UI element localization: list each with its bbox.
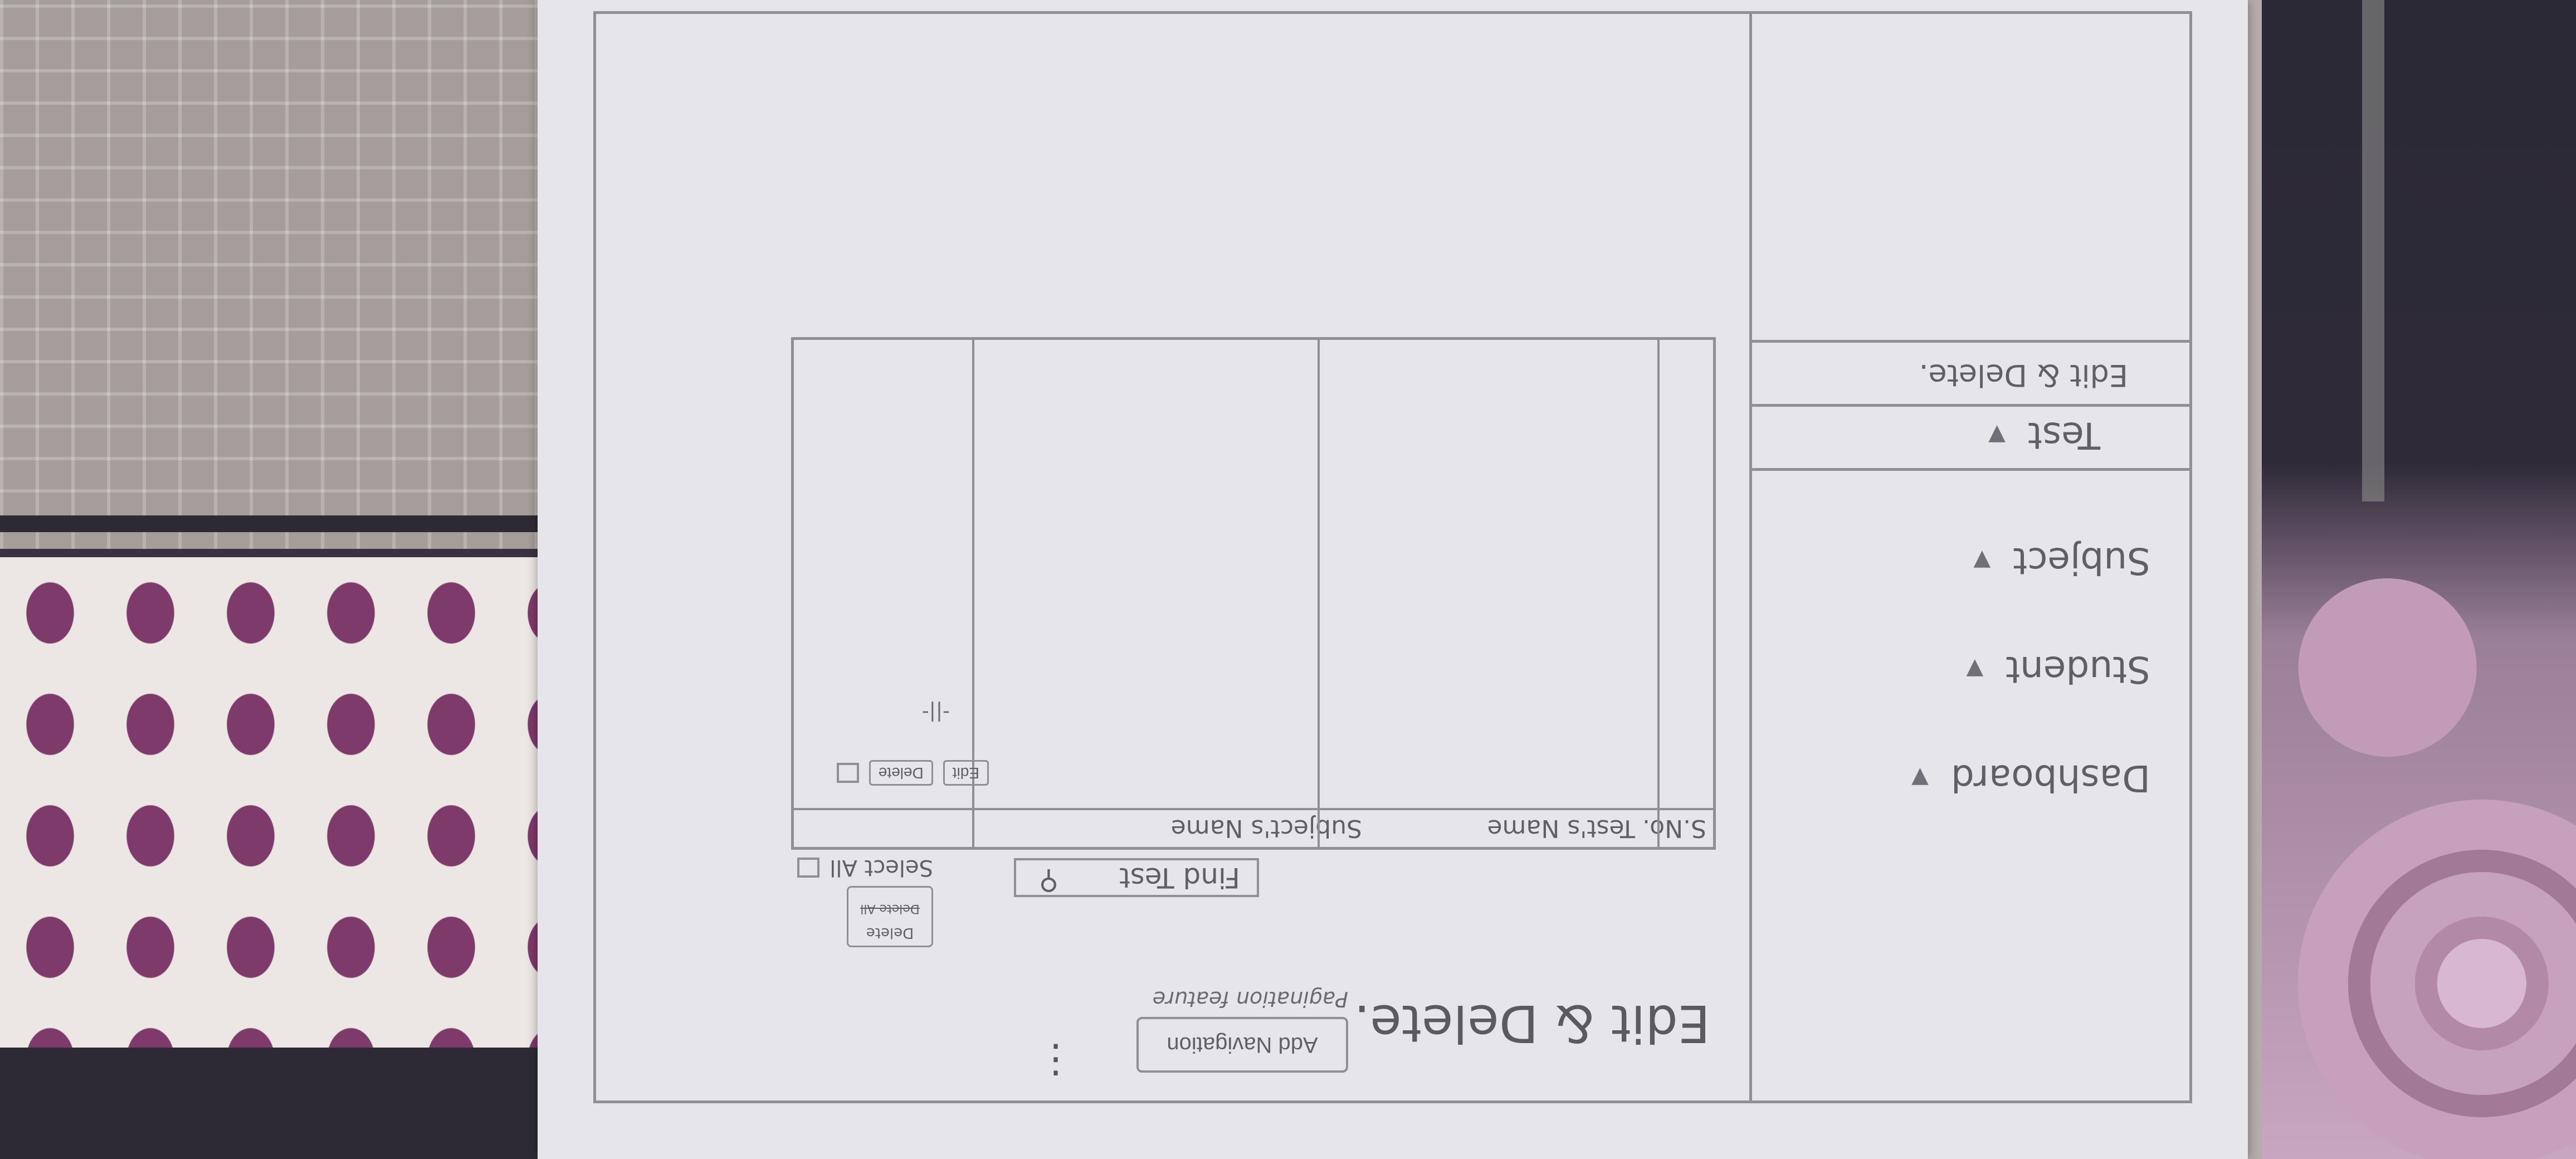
triangle-down-icon: ▼ bbox=[1973, 548, 1991, 574]
background-band bbox=[0, 515, 543, 532]
background-plaid-fabric bbox=[0, 0, 543, 557]
triangle-down-icon: ▼ bbox=[1966, 656, 1984, 683]
bulk-delete-button[interactable] bbox=[847, 886, 933, 947]
sidebar-item-label: Student bbox=[2006, 648, 2150, 691]
repeat-marker: -||- bbox=[921, 702, 950, 724]
tests-table bbox=[791, 337, 1716, 850]
more-options-icon[interactable]: ⋮ bbox=[1035, 1038, 1075, 1084]
sidebar-item-test-row[interactable] bbox=[1752, 404, 2189, 471]
sidebar-item-test[interactable] bbox=[1988, 414, 2100, 457]
sidebar-item-label: Subject bbox=[2013, 539, 2150, 582]
pagination-note: Pagination feature bbox=[1152, 987, 1348, 1011]
header-serial: S.No. bbox=[1642, 814, 1706, 843]
background-rose-print bbox=[2262, 457, 2576, 1159]
sidebar-subitem-label: Edit & Delete. bbox=[1919, 358, 2128, 393]
table-row-actions bbox=[837, 760, 989, 786]
background-stripe bbox=[2362, 0, 2384, 501]
row-checkbox[interactable] bbox=[837, 763, 859, 783]
sidebar-item-student[interactable] bbox=[1966, 648, 2150, 691]
triangle-down-icon: ▼ bbox=[1988, 422, 2006, 449]
sidebar-item-label: Test bbox=[2028, 414, 2100, 457]
background-dark-fabric bbox=[0, 1048, 543, 1159]
select-all-control[interactable] bbox=[797, 855, 933, 880]
main-content bbox=[596, 14, 1749, 1100]
search-icon[interactable]: ⚲ bbox=[1038, 866, 1058, 897]
header-subject-name: Subject's Name bbox=[1170, 814, 1362, 843]
bulk-delete-all-label: Delete All bbox=[860, 902, 920, 915]
edit-button[interactable]: Edit bbox=[943, 760, 989, 786]
sidebar-subitem-edit-delete[interactable] bbox=[1752, 340, 2189, 407]
select-all-checkbox[interactable] bbox=[797, 858, 819, 878]
bulk-delete-label: Delete bbox=[866, 924, 914, 941]
wireframe-window bbox=[593, 11, 2192, 1103]
sidebar-item-label: Dashboard bbox=[1950, 757, 2150, 800]
background-spotted-fabric bbox=[0, 557, 543, 1048]
sidebar-item-dashboard[interactable] bbox=[1911, 757, 2150, 800]
column-test-name bbox=[1318, 340, 1657, 847]
add-navigation-button[interactable]: Add Navigation bbox=[1136, 1017, 1348, 1073]
sidebar-empty-area bbox=[1752, 8, 2189, 340]
header-test-name: Test's Name bbox=[1487, 814, 1635, 843]
delete-button[interactable]: Delete bbox=[869, 760, 933, 786]
find-test-input[interactable]: Find Test bbox=[1014, 858, 1259, 897]
column-serial bbox=[1657, 340, 1713, 847]
sidebar-item-subject[interactable] bbox=[1974, 539, 2151, 582]
page-title: Edit & Delete. bbox=[1354, 994, 1710, 1053]
sidebar bbox=[1749, 14, 2189, 1100]
triangle-down-icon: ▼ bbox=[1911, 765, 1929, 791]
select-all-label: Select All bbox=[830, 855, 933, 880]
column-subject-name bbox=[972, 340, 1318, 847]
